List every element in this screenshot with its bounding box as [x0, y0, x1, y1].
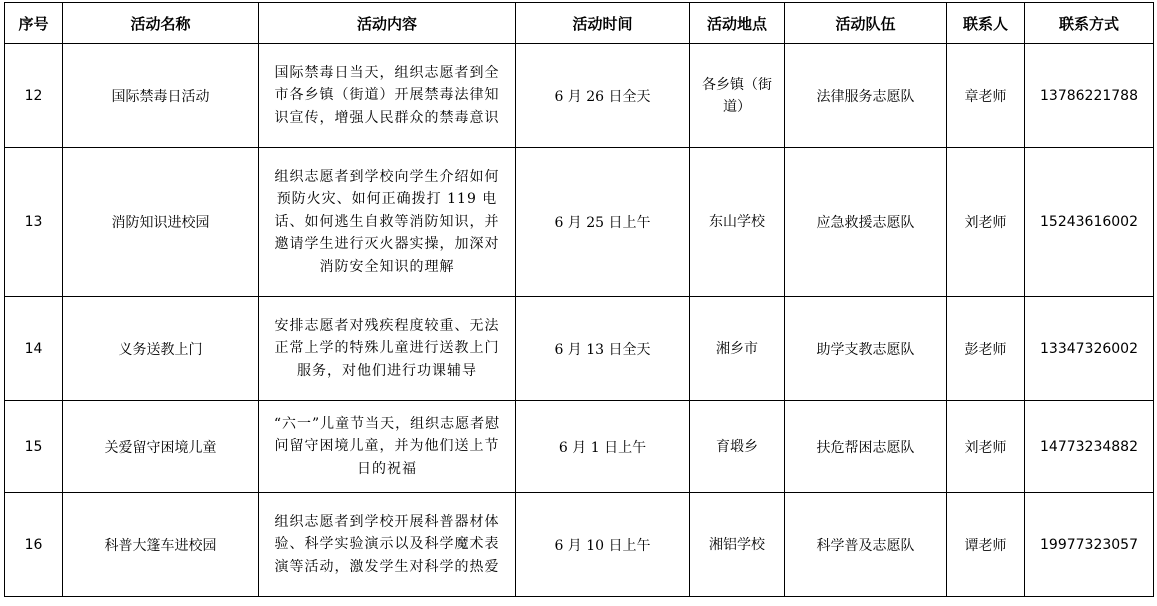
cell-time: 6 月 26 日全天 — [516, 44, 690, 148]
header-phone: 联系方式 — [1025, 3, 1154, 44]
cell-team: 法律服务志愿队 — [785, 44, 947, 148]
cell-seq: 14 — [5, 297, 63, 401]
header-time: 活动时间 — [516, 3, 690, 44]
table-row — [5, 297, 1154, 401]
cell-phone: 19977323057 — [1025, 493, 1154, 597]
cell-place: 湘乡市 — [690, 297, 785, 401]
table-row — [5, 401, 1154, 493]
header-seq: 序号 — [5, 3, 63, 44]
cell-time: 6 月 25 日上午 — [516, 148, 690, 297]
cell-seq: 15 — [5, 401, 63, 493]
cell-time: 6 月 10 日上午 — [516, 493, 690, 597]
cell-name: 关爱留守困境儿童 — [63, 401, 259, 493]
header-name: 活动名称 — [63, 3, 259, 44]
cell-place: 各乡镇（街道） — [690, 44, 785, 148]
cell-time: 6 月 13 日全天 — [516, 297, 690, 401]
cell-contact: 刘老师 — [947, 148, 1025, 297]
cell-seq: 13 — [5, 148, 63, 297]
cell-team: 助学支教志愿队 — [785, 297, 947, 401]
cell-contact: 章老师 — [947, 44, 1025, 148]
cell-content: 安排志愿者对残疾程度较重、无法正常上学的特殊儿童进行送教上门服务，对他们进行功课辅导 — [259, 297, 516, 401]
table-row — [5, 148, 1154, 297]
cell-phone: 13786221788 — [1025, 44, 1154, 148]
cell-name: 国际禁毒日活动 — [63, 44, 259, 148]
cell-place: 湘铝学校 — [690, 493, 785, 597]
header-contact: 联系人 — [947, 3, 1025, 44]
cell-name: 消防知识进校园 — [63, 148, 259, 297]
cell-place: 育塅乡 — [690, 401, 785, 493]
cell-phone: 14773234882 — [1025, 401, 1154, 493]
header-place: 活动地点 — [690, 3, 785, 44]
activity-table — [4, 2, 1154, 597]
cell-content: 国际禁毒日当天，组织志愿者到全市各乡镇（街道）开展禁毒法律知识宣传，增强人民群众的禁毒意识 — [259, 44, 516, 148]
cell-phone: 13347326002 — [1025, 297, 1154, 401]
cell-contact: 彭老师 — [947, 297, 1025, 401]
cell-contact: 谭老师 — [947, 493, 1025, 597]
cell-name: 义务送教上门 — [63, 297, 259, 401]
cell-seq: 12 — [5, 44, 63, 148]
table-row — [5, 44, 1154, 148]
cell-content: 组织志愿者到学校向学生介绍如何预防火灾、如何正确拨打 119 电话、如何逃生自救等消防知识，并邀请学生进行灭火器实操，加深对消防安全知识的理解 — [259, 148, 516, 297]
header-team: 活动队伍 — [785, 3, 947, 44]
cell-team: 科学普及志愿队 — [785, 493, 947, 597]
cell-phone: 15243616002 — [1025, 148, 1154, 297]
cell-content: “六一”儿童节当天，组织志愿者慰问留守困境儿童，并为他们送上节日的祝福 — [259, 401, 516, 493]
cell-seq: 16 — [5, 493, 63, 597]
cell-contact: 刘老师 — [947, 401, 1025, 493]
cell-name: 科普大篷车进校园 — [63, 493, 259, 597]
cell-team: 应急救援志愿队 — [785, 148, 947, 297]
cell-place: 东山学校 — [690, 148, 785, 297]
cell-time: 6 月 1 日上午 — [516, 401, 690, 493]
cell-content: 组织志愿者到学校开展科普器材体验、科学实验演示以及科学魔术表演等活动，激发学生对科学的热爱 — [259, 493, 516, 597]
table-row — [5, 493, 1154, 597]
header-row — [5, 3, 1154, 44]
header-content: 活动内容 — [259, 3, 516, 44]
cell-team: 扶危帮困志愿队 — [785, 401, 947, 493]
